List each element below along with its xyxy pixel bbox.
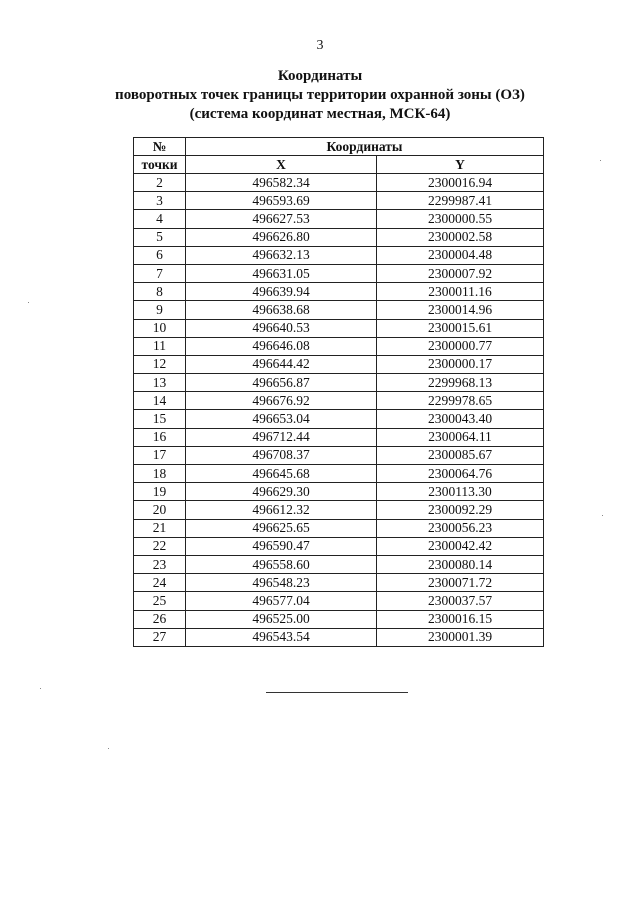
cell-x: 496558.60: [186, 555, 377, 573]
cell-y: 2300000.17: [377, 355, 544, 373]
title-line-2: поворотных точек границы территории охранной зоны (ОЗ): [115, 87, 525, 103]
table-row: [134, 483, 544, 501]
table-row: [134, 574, 544, 592]
header-x: X: [186, 156, 377, 174]
cell-point-number: 24: [134, 574, 186, 592]
cell-x: 496708.37: [186, 446, 377, 464]
cell-point-number: 17: [134, 446, 186, 464]
table-row: [134, 337, 544, 355]
cell-y: 2300056.23: [377, 519, 544, 537]
table-body: [134, 174, 544, 647]
cell-point-number: 2: [134, 174, 186, 192]
cell-y: 2299987.41: [377, 192, 544, 210]
cell-y: 2300092.29: [377, 501, 544, 519]
table-row: [134, 228, 544, 246]
cell-x: 496625.65: [186, 519, 377, 537]
cell-x: 496543.54: [186, 628, 377, 646]
table-row: [134, 428, 544, 446]
cell-point-number: 27: [134, 628, 186, 646]
cell-x: 496593.69: [186, 192, 377, 210]
table-row: [134, 192, 544, 210]
cell-point-number: 18: [134, 465, 186, 483]
cell-point-number: 8: [134, 283, 186, 301]
cell-x: 496644.42: [186, 355, 377, 373]
cell-x: 496627.53: [186, 210, 377, 228]
cell-x: 496632.13: [186, 246, 377, 264]
cell-x: 496582.34: [186, 174, 377, 192]
cell-y: 2300000.77: [377, 337, 544, 355]
cell-y: 2300042.42: [377, 537, 544, 555]
cell-x: 496639.94: [186, 283, 377, 301]
cell-y: 2300002.58: [377, 228, 544, 246]
cell-point-number: 19: [134, 483, 186, 501]
table-row: [134, 410, 544, 428]
scan-speck: [28, 302, 29, 303]
cell-y: 2300113.30: [377, 483, 544, 501]
document-title: [0, 67, 640, 124]
scan-speck: [108, 748, 109, 749]
cell-point-number: 22: [134, 537, 186, 555]
cell-y: 2300043.40: [377, 410, 544, 428]
cell-y: 2300016.94: [377, 174, 544, 192]
cell-x: 496645.68: [186, 465, 377, 483]
table-header: [134, 138, 544, 174]
cell-point-number: 11: [134, 337, 186, 355]
cell-y: 2300016.15: [377, 610, 544, 628]
table-row: [134, 355, 544, 373]
cell-x: 496590.47: [186, 537, 377, 555]
cell-point-number: 3: [134, 192, 186, 210]
table-row: [134, 610, 544, 628]
header-point-number-top: №: [134, 138, 186, 156]
table-row: [134, 446, 544, 464]
cell-x: 496629.30: [186, 483, 377, 501]
cell-y: 2300014.96: [377, 301, 544, 319]
cell-y: 2299978.65: [377, 392, 544, 410]
cell-y: 2300001.39: [377, 628, 544, 646]
cell-y: 2300011.16: [377, 283, 544, 301]
table-row: [134, 392, 544, 410]
scan-speck: [602, 515, 603, 516]
cell-point-number: 21: [134, 519, 186, 537]
header-point-number-bottom: точки: [134, 156, 186, 174]
cell-x: 496638.68: [186, 301, 377, 319]
cell-point-number: 5: [134, 228, 186, 246]
table-row: [134, 374, 544, 392]
cell-point-number: 7: [134, 264, 186, 282]
cell-x: 496612.32: [186, 501, 377, 519]
cell-x: 496653.04: [186, 410, 377, 428]
cell-point-number: 10: [134, 319, 186, 337]
page-number: 3: [316, 38, 324, 53]
cell-y: 2300015.61: [377, 319, 544, 337]
cell-x: 496640.53: [186, 319, 377, 337]
cell-point-number: 6: [134, 246, 186, 264]
table-row: [134, 283, 544, 301]
cell-y: 2300085.67: [377, 446, 544, 464]
cell-x: 496626.80: [186, 228, 377, 246]
cell-point-number: 15: [134, 410, 186, 428]
table-row: [134, 537, 544, 555]
cell-point-number: 16: [134, 428, 186, 446]
table-row: [134, 174, 544, 192]
cell-point-number: 25: [134, 592, 186, 610]
cell-y: 2300004.48: [377, 246, 544, 264]
cell-point-number: 4: [134, 210, 186, 228]
cell-x: 496631.05: [186, 264, 377, 282]
cell-y: 2300064.11: [377, 428, 544, 446]
cell-x: 496676.92: [186, 392, 377, 410]
cell-y: 2299968.13: [377, 374, 544, 392]
scan-speck: [600, 160, 601, 161]
cell-point-number: 9: [134, 301, 186, 319]
table-row: [134, 592, 544, 610]
table-row: [134, 519, 544, 537]
table-row: [134, 301, 544, 319]
table-row: [134, 628, 544, 646]
cell-y: 2300000.55: [377, 210, 544, 228]
cell-x: 496525.00: [186, 610, 377, 628]
table-row: [134, 501, 544, 519]
table-row: [134, 319, 544, 337]
cell-y: 2300007.92: [377, 264, 544, 282]
cell-y: 2300064.76: [377, 465, 544, 483]
cell-point-number: 26: [134, 610, 186, 628]
cell-x: 496548.23: [186, 574, 377, 592]
cell-point-number: 23: [134, 555, 186, 573]
cell-y: 2300037.57: [377, 592, 544, 610]
table-row: [134, 555, 544, 573]
cell-point-number: 14: [134, 392, 186, 410]
coordinates-table: [133, 137, 544, 647]
table-row: [134, 210, 544, 228]
cell-x: 496577.04: [186, 592, 377, 610]
scan-speck: [40, 688, 41, 689]
table-row: [134, 246, 544, 264]
cell-point-number: 20: [134, 501, 186, 519]
cell-y: 2300071.72: [377, 574, 544, 592]
bottom-divider-line: [266, 692, 408, 693]
table-row: [134, 465, 544, 483]
title-line-3: (система координат местная, МСК-64): [189, 106, 451, 122]
cell-point-number: 13: [134, 374, 186, 392]
cell-x: 496712.44: [186, 428, 377, 446]
cell-x: 496656.87: [186, 374, 377, 392]
cell-y: 2300080.14: [377, 555, 544, 573]
header-y: Y: [377, 156, 544, 174]
cell-x: 496646.08: [186, 337, 377, 355]
title-line-1: Координаты: [277, 68, 363, 84]
header-coordinates: Координаты: [186, 138, 544, 156]
table-row: [134, 264, 544, 282]
cell-point-number: 12: [134, 355, 186, 373]
